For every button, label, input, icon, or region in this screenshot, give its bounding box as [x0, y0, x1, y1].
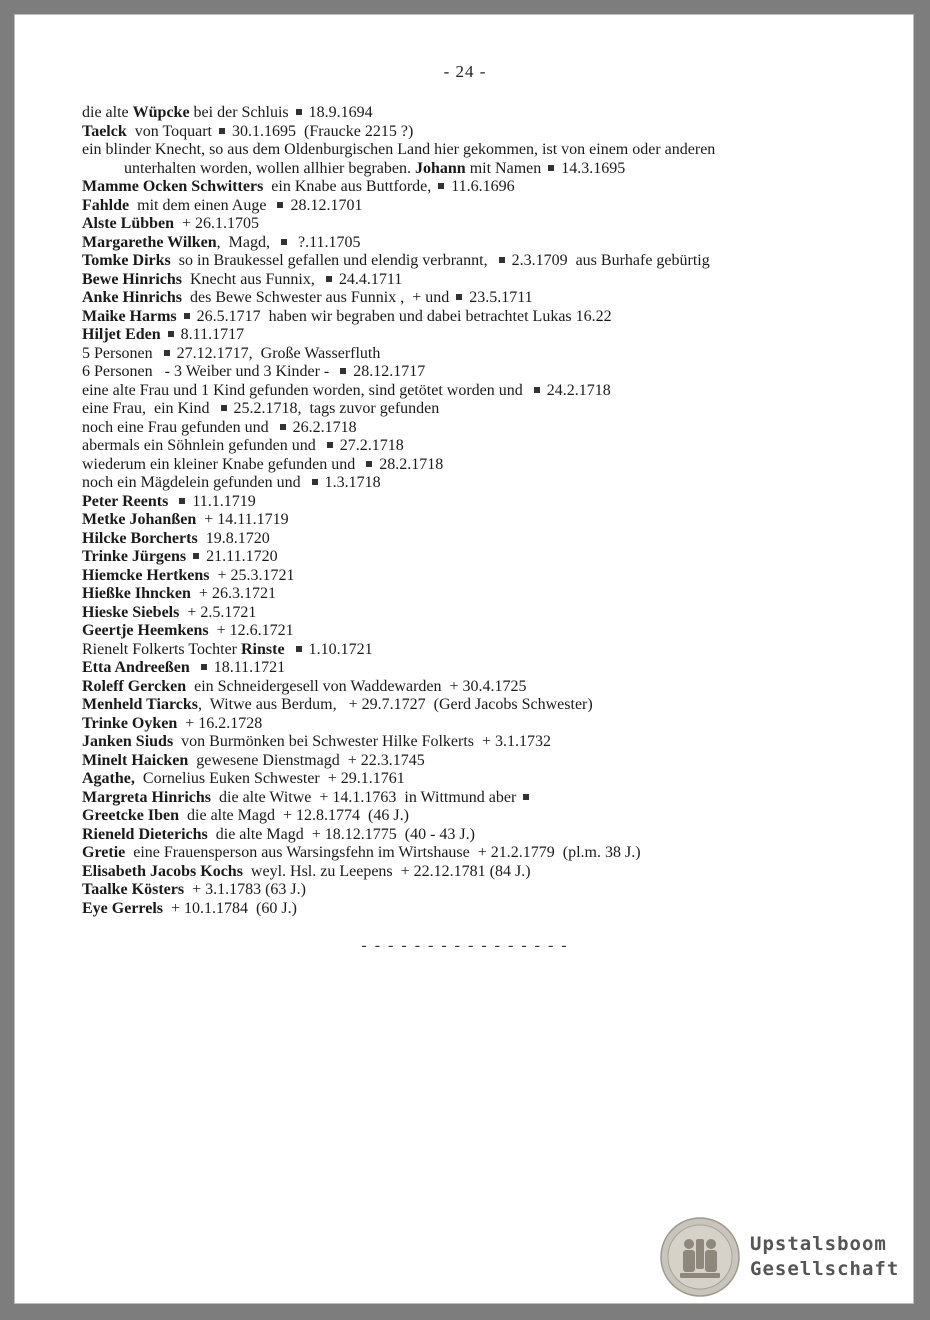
- person-name: Taelck: [82, 122, 127, 140]
- person-name: Hieske Siebels: [82, 603, 180, 621]
- entry-text: Knecht aus Funnix,: [182, 270, 323, 288]
- entry-text: gewesene Dienstmagd + 22.3.1745: [188, 751, 425, 769]
- person-name: Etta Andreeßen: [82, 659, 190, 676]
- person-name: Menheld Tiarcks: [82, 696, 199, 713]
- entry-text: Rienelt Folkerts Tochter: [82, 640, 241, 658]
- entry-text: 11.1.1719: [188, 492, 256, 510]
- register-entry: [82, 104, 862, 123]
- burial-mark-icon: [523, 794, 529, 800]
- person-name: Alste Lübben: [82, 215, 175, 232]
- entry-text: 27.2.1718: [335, 437, 404, 454]
- person-name: Margreta Hinrichs: [82, 788, 212, 806]
- entry-text: [168, 493, 176, 510]
- society-name: [750, 1232, 899, 1282]
- person-name: Roleff Gercken: [82, 677, 187, 695]
- entry-text: 27.12.1717, Große Wasserfluth: [172, 344, 381, 362]
- entry-text: ?.11.1705: [289, 233, 361, 251]
- register-entry: [82, 604, 862, 623]
- burial-mark-icon: [366, 461, 372, 467]
- entry-text: mit dem einen Auge: [129, 196, 275, 214]
- entry-text: [161, 326, 165, 343]
- entry-text: 26.5.1717 haben wir begraben und dabei betrachtet Lukas 16.22: [192, 307, 612, 325]
- entry-text: + 26.1.1705: [174, 215, 260, 232]
- burial-mark-icon: [193, 553, 199, 559]
- person-name: Hiemcke Hertkens: [82, 566, 210, 584]
- person-name: Anke Hinrichs: [82, 289, 183, 306]
- register-entry: [82, 641, 862, 660]
- entry-text: wiederum ein kleiner Knabe gefunden und: [82, 455, 364, 473]
- entry-text: 5 Personen: [82, 344, 161, 362]
- burial-mark-icon: [340, 368, 346, 374]
- entry-text: + 2.5.1721: [179, 603, 257, 621]
- register-entry: [82, 863, 862, 882]
- person-name: Peter Reents: [82, 492, 169, 510]
- register-entry: [82, 474, 862, 493]
- entry-text: so in Braukessel gefallen und elendig verbrannt,: [170, 252, 496, 269]
- entry-text: + 25.3.1721: [209, 566, 295, 584]
- person-name: Tomke Dirks: [82, 252, 171, 269]
- entry-text: eine alte Frau und 1 Kind gefunden worden, sind getötet worden und: [82, 381, 531, 399]
- burial-mark-icon: [326, 276, 332, 282]
- entry-text: 14.3.1695: [557, 159, 626, 177]
- entry-text: die alte Magd + 12.8.1774 (46 J.): [179, 807, 409, 824]
- entry-text: 2.3.1709 aus Burhafe gebürtig: [507, 252, 710, 269]
- entry-text: 18.9.1694: [304, 104, 373, 121]
- register-entry: [82, 197, 862, 216]
- entry-text: [285, 641, 293, 658]
- burial-mark-icon: [219, 128, 225, 134]
- register-entry: [82, 456, 862, 475]
- burial-mark-icon: [327, 442, 333, 448]
- person-name: Taalke Kösters: [82, 881, 185, 898]
- entry-text: abermals ein Söhnlein gefunden und: [82, 437, 324, 454]
- entry-text: bei der Schluis: [189, 104, 293, 121]
- person-name: Gretie: [82, 844, 126, 861]
- register-entry: [82, 326, 862, 345]
- burial-register-list: [82, 104, 862, 918]
- person-name: Johann: [415, 159, 466, 177]
- register-entry: [82, 622, 862, 641]
- brand-line-1: Upstalsboom: [750, 1233, 887, 1255]
- register-entry: [82, 789, 862, 808]
- entry-text: 6 Personen - 3 Weiber und 3 Kinder -: [82, 363, 338, 380]
- register-entry: [82, 548, 862, 567]
- burial-mark-icon: [164, 350, 170, 356]
- register-entry: [82, 345, 862, 364]
- entry-text: 28.12.1717: [349, 363, 426, 380]
- register-entry: [82, 807, 862, 826]
- entry-text: [177, 308, 181, 325]
- register-entry: [82, 585, 862, 604]
- entry-text: + 3.1.1783 (63 J.): [184, 881, 306, 898]
- entry-text: + 12.6.1721: [208, 622, 294, 639]
- brand-line-2: Gesellschaft: [750, 1258, 900, 1280]
- person-name: Greetcke Iben: [82, 807, 180, 824]
- register-entry: [82, 400, 862, 419]
- burial-mark-icon: [534, 387, 540, 393]
- burial-mark-icon: [221, 405, 227, 411]
- entry-text: 1.10.1721: [304, 640, 373, 658]
- end-divider: - - - - - - - - - - - - - - - -: [361, 937, 569, 954]
- burial-mark-icon: [312, 479, 318, 485]
- register-entry: [82, 234, 862, 253]
- entry-text: [190, 659, 198, 676]
- person-name: Minelt Haicken: [82, 751, 189, 769]
- register-entry: [82, 141, 862, 178]
- entry-text: 23.5.1711: [465, 289, 533, 306]
- person-name: Janken Siuds: [82, 733, 174, 750]
- register-entry: [82, 530, 862, 549]
- entry-text: von Burmönken bei Schwester Hilke Folkerts + 3.1.1732: [173, 733, 552, 750]
- person-name: Hilcke Borcherts: [82, 529, 198, 547]
- burial-mark-icon: [179, 498, 185, 504]
- entry-text: noch eine Frau gefunden und: [82, 418, 277, 436]
- entry-text: 8.11.1717: [176, 326, 245, 343]
- burial-mark-icon: [296, 646, 302, 652]
- person-name: Hießke Ihncken: [82, 585, 191, 602]
- entry-text: 1.3.1718: [320, 474, 381, 491]
- register-entry: [82, 123, 862, 142]
- entry-text: 28.12.1701: [286, 196, 363, 214]
- person-name: Mamme Ocken Schwitters: [82, 178, 264, 195]
- register-entry: [82, 881, 862, 900]
- person-name: Fahlde: [82, 196, 130, 214]
- person-name: Maike Harms: [82, 307, 177, 325]
- person-name: Geertje Heemkens: [82, 622, 209, 639]
- entry-continuation: [82, 160, 862, 179]
- person-name: Wüpcke: [132, 104, 190, 121]
- entry-text: 21.11.1720: [202, 548, 278, 565]
- register-entry: [82, 363, 862, 382]
- entry-text: ein blinder Knecht, so aus dem Oldenburgischen Land hier gekommen, ist von einem oder anderen: [82, 141, 716, 158]
- person-name: Rinste: [241, 640, 285, 658]
- person-name: Margarethe Wilken: [82, 233, 217, 251]
- entry-text: 26.2.1718: [288, 418, 357, 436]
- entry-text: 25.2.1718, tags zuvor gefunden: [229, 400, 440, 417]
- burial-mark-icon: [548, 165, 554, 171]
- entry-text: 19.8.1720: [197, 529, 270, 547]
- entry-text: , Magd,: [216, 233, 278, 251]
- entry-text: , Witwe aus Berdum, + 29.7.1727 (Gerd Jacobs Schwester): [198, 696, 593, 713]
- register-entry: [82, 289, 862, 308]
- entry-text: 30.1.1695 (Fraucke 2215 ?): [228, 122, 414, 140]
- person-name: Bewe Hinrichs: [82, 270, 182, 288]
- person-name: Eye Gerrels: [82, 899, 164, 917]
- register-entry: [82, 308, 862, 327]
- register-entry: [82, 752, 862, 771]
- register-entry: [82, 419, 862, 438]
- person-name: Rieneld Dieterichs: [82, 825, 208, 843]
- entry-text: + 10.1.1784 (60 J.): [163, 899, 297, 917]
- entry-text: weyl. Hsl. zu Leepens + 22.12.1781 (84 J.): [242, 862, 531, 880]
- person-name: Metke Johanßen: [82, 511, 197, 528]
- register-entry: [82, 900, 862, 919]
- register-entry: [82, 271, 862, 290]
- entry-text: 24.4.1711: [334, 270, 403, 288]
- person-name: Trinke Oyken: [82, 714, 178, 732]
- entry-text: noch ein Mägdelein gefunden und: [82, 474, 309, 491]
- entry-text: 24.2.1718: [542, 381, 611, 399]
- entry-text: die alte Witwe + 14.1.1763 in Wittmund aber: [211, 788, 521, 806]
- entry-text: [186, 548, 190, 565]
- register-entry: [82, 844, 862, 863]
- burial-mark-icon: [296, 109, 302, 115]
- register-entry: [82, 252, 862, 271]
- burial-mark-icon: [456, 294, 462, 300]
- person-name: Hiljet Eden: [82, 326, 161, 343]
- entry-text: ein Schneidergesell von Waddewarden + 30.4.1725: [186, 677, 527, 695]
- register-entry: [82, 678, 862, 697]
- page-number: - 24 -: [443, 62, 487, 81]
- register-entry: [82, 659, 862, 678]
- burial-mark-icon: [499, 257, 505, 263]
- burial-mark-icon: [201, 664, 207, 670]
- register-entry: [82, 715, 862, 734]
- entry-text: eine Frau, ein Kind: [82, 400, 218, 417]
- person-name: Agathe,: [82, 770, 135, 787]
- register-entry: [82, 567, 862, 586]
- entry-text: mit Namen: [465, 159, 546, 177]
- register-entry: [82, 178, 862, 197]
- entry-text: 28.2.1718: [375, 455, 444, 473]
- society-seal-icon: [660, 1217, 740, 1297]
- entry-text: die alte: [82, 104, 133, 121]
- register-entry: [82, 511, 862, 530]
- entry-text: Cornelius Euken Schwester + 29.1.1761: [134, 770, 405, 787]
- person-name: Trinke Jürgens: [82, 548, 187, 565]
- entry-text: + 26.3.1721: [190, 585, 276, 602]
- entry-text: unterhalten worden, wollen allhier begraben.: [124, 159, 415, 177]
- burial-mark-icon: [184, 313, 190, 319]
- register-entry: [82, 493, 862, 512]
- person-name: Elisabeth Jacobs Kochs: [82, 862, 243, 880]
- entry-text: 11.6.1696: [447, 178, 515, 195]
- entry-text: des Bewe Schwester aus Funnix , + und: [182, 289, 454, 306]
- entry-text: die alte Magd + 18.12.1775 (40 - 43 J.): [207, 825, 475, 843]
- register-entry: [82, 215, 862, 234]
- register-entry: [82, 770, 862, 789]
- burial-mark-icon: [438, 183, 444, 189]
- register-entry: [82, 733, 862, 752]
- register-entry: [82, 826, 862, 845]
- entry-text: eine Frauensperson aus Warsingsfehn im Wirtshause + 21.2.1779 (pl.m. 38 J.): [125, 844, 641, 861]
- burial-mark-icon: [277, 202, 283, 208]
- entry-text: von Toquart: [126, 122, 216, 140]
- register-entry: [82, 696, 862, 715]
- entry-text: + 16.2.1728: [177, 714, 263, 732]
- burial-mark-icon: [280, 424, 286, 430]
- burial-mark-icon: [168, 331, 174, 337]
- entry-text: + 14.11.1719: [196, 511, 289, 528]
- burial-mark-icon: [281, 239, 287, 245]
- entry-text: 18.11.1721: [209, 659, 286, 676]
- register-entry: [82, 437, 862, 456]
- entry-text: ein Knabe aus Buttforde,: [263, 178, 436, 195]
- register-entry: [82, 382, 862, 401]
